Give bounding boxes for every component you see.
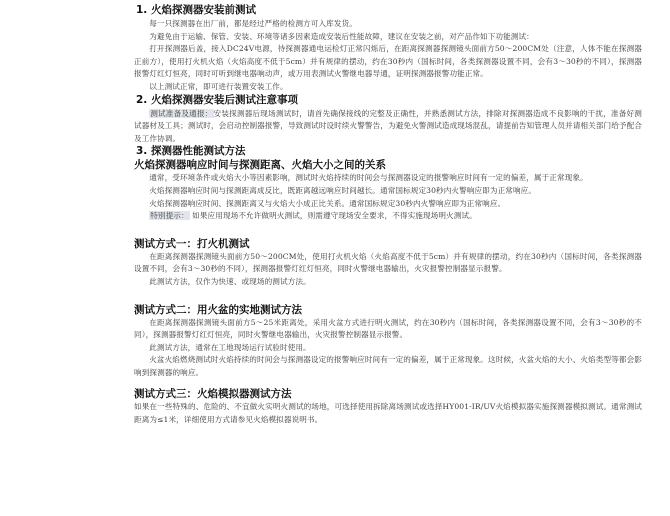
method-2-heading: 测试方式二：用火盆的实地测试方法 — [134, 303, 302, 316]
section-3-subheading: 火焰探测器响应时间与探测距离、火焰大小之间的关系 — [134, 159, 386, 172]
section-1-heading: 1. 火焰探测器安装前测试 — [136, 4, 256, 16]
section-1-paragraph: 打开探测器后盖，接入DC24V电源，待探测器通电运检灯正常闪烁后，在距离探测器探测镜头面前方50～200CM处（注意，人体不能在探测器正前方），使用打火机火焰（火焰高度不低于5cm）并有规律的摆动，约在30秒内（国标时间，各类探测器设置不同，会有3～30秒的不同），探测器报警灯红灯恒亮，同时可听到继电器响动声，或万用表测试火警继电器导通，证明探测器报警功能正常。 — [134, 44, 642, 79]
highlight-label: 测试准备及通报： — [150, 108, 213, 118]
method-2-paragraph: 此测试方法，通常在工地现场运行试验时使用。 — [149, 342, 311, 352]
tip-label: 特别提示： — [150, 211, 189, 221]
section-3-heading: 3. 探测器性能测试方法 — [136, 145, 246, 158]
method-1-paragraph: 在距离探测器探测镜头面前方50～200CM处，使用打火机火焰（火焰高度不低于5cm）并有规律的摆动，约在30秒内（国标时间，各类探测器设置不同，会有3～30秒的不同），探测器报警灯红灯恒亮，同时火警继电器输出，火灾报警控制器显示报警。 — [134, 251, 642, 274]
section-1-paragraph: 每一只探测器在出厂前，都是经过严格的检测方可入库发货。 — [149, 19, 357, 28]
method-3-heading: 测试方式三：火焰模拟器测试方法 — [134, 388, 292, 401]
method-3-paragraph: 如果在一些特殊的、危险的、不宜做火实明火测试的场地，可选择使用拆除离场测试或选择HY001-IR/UV火焰模拟器实施探测器模拟测试。通常测试距离为≤1米，详细使用方式请参见火焰模拟器说明书。 — [134, 402, 642, 425]
tip-text: 如果应用现场不允许做明火测试，则需遵守现场安全要求，不得实施现场明火测试。 — [192, 211, 477, 221]
section-1-paragraph: 以上测试正常，即可进行装置安装工作。 — [149, 81, 288, 91]
method-2-paragraph: 在距离探测器探测镜头面前方5～25米距离处，采用火盆方式进行明火测试，约在30秒内（国标时间，各类探测器设置不同，会有3～30秒的不同），探测器报警灯红灯恒亮，同时火警继电器输出，火灾报警控制器显示报警。 — [134, 317, 642, 340]
section-2-text: 安装探测器后现场测试时，请首先确保接线的完整及正确性，并熟悉测试方法，排除对探测器造成不良影响的干扰，准备好测试器材及工具；测试时，会启动控制器报警，导致测试时设时续火警警告，为避免火警测试造成现场混乱，请提前告知管理人员并请相关部门给予配合及工作协调。 — [134, 108, 642, 143]
section-3-paragraph: 通常，受环境条件或火焰大小等因素影响，测试时火焰持续的时间会与探测器设定的报警响应时间有一定的偏差，属于正常现象。 — [149, 173, 588, 183]
section-2-paragraph — [134, 108, 642, 146]
method-1-paragraph: 此测试方法，仅作为快速、或现场的测试方法。 — [149, 276, 311, 286]
special-tip — [134, 210, 642, 223]
section-1-paragraph: 为避免由于运输、保管、安装、环境等诸多因素造成安装后性能故障，建议在安装之前，对产品作如下功能测试： — [149, 31, 534, 41]
method-1-heading: 测试方式一：打火机测试 — [134, 237, 250, 250]
section-3-paragraph: 火焰探测器响应时间与探测距离成反比，既距离越远响应时间越长。通常国标规定30秒内火警响应即为正常响应。 — [149, 185, 537, 195]
method-2-paragraph: 火盆火焰燃烧测试时火焰持续的时间会与探测器设定的报警响应时间有一定的偏差，属于正常现象。这时候，火盆火焰的大小、火焰类型等都会影响到探测器的响应。 — [134, 355, 642, 377]
section-2-heading: 2. 火焰探测器安装后测试注意事项 — [136, 93, 298, 106]
section-3-paragraph: 火焰探测器响应时间、探测距离又与火焰大小成正比关系。通常国标规定30秒内火警响应即为正常响应。 — [149, 198, 506, 208]
